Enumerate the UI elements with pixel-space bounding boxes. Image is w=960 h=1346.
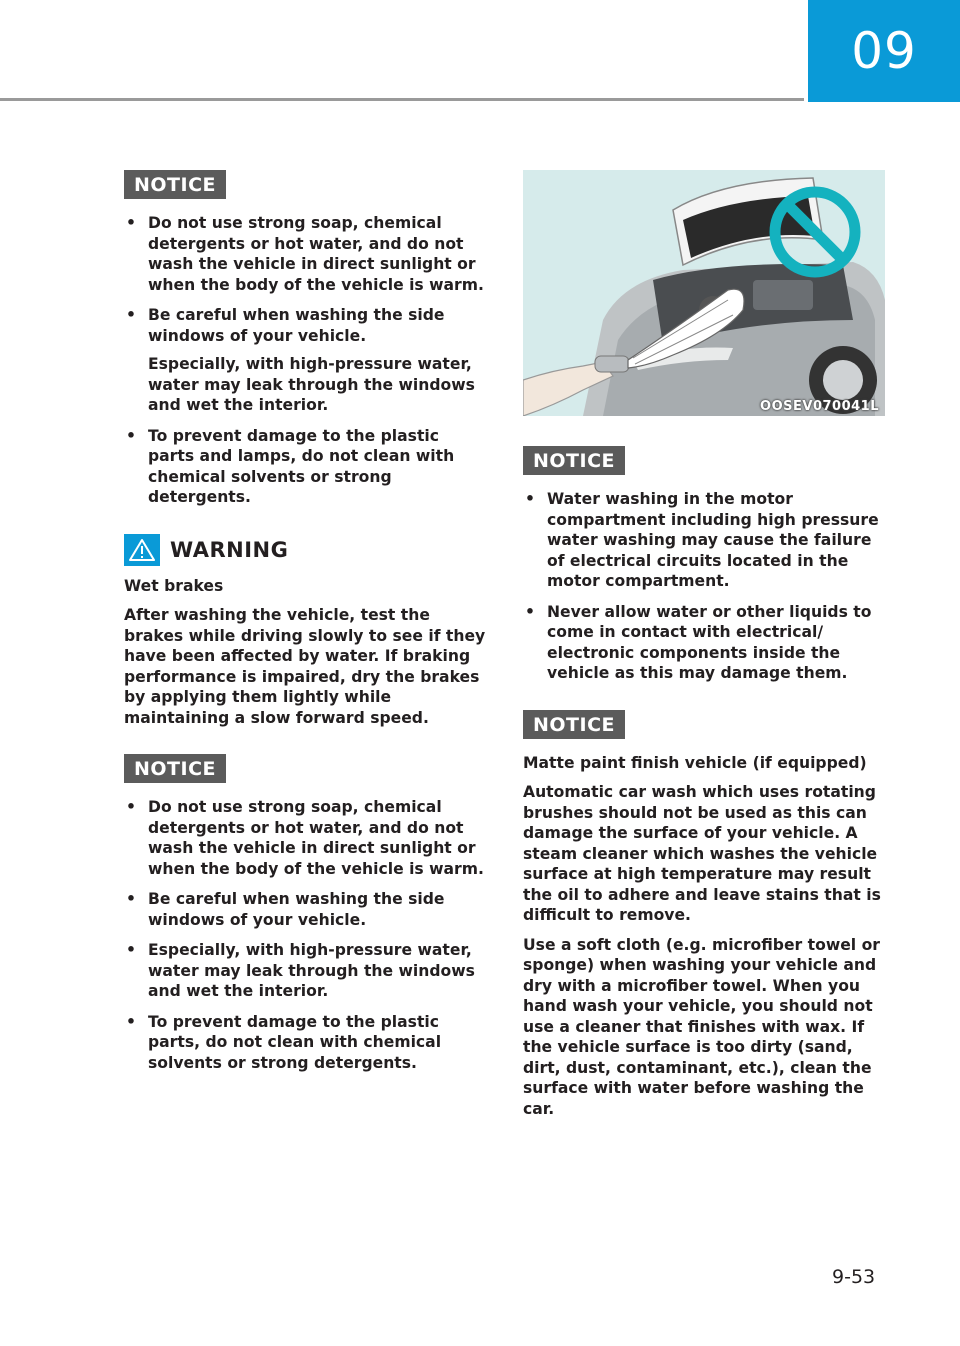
notice-block-2 <box>124 754 486 1073</box>
notice-list <box>124 797 486 1073</box>
page-number: 9-53 <box>832 1266 876 1288</box>
header-rule <box>0 98 804 101</box>
notice-badge: NOTICE <box>523 446 625 475</box>
notice-badge: NOTICE <box>124 754 226 783</box>
engine-wash-illustration <box>523 170 885 416</box>
list-item: • Especially, with high-pressure water, water may leak through the windows and wet the interior. <box>124 940 486 1002</box>
right-column <box>523 170 889 1145</box>
notice-block-4 <box>523 710 889 1120</box>
list-item: • To prevent damage to the plastic parts, do not clean with chemical solvents or strong detergents. <box>124 1012 486 1074</box>
notice-badge: NOTICE <box>523 710 625 739</box>
warning-block <box>124 534 486 729</box>
list-item: • Do not use strong soap, chemical detergents or hot water, and do not wash the vehicle in direct sunlight or when the body of the vehicle is warm. <box>124 213 486 295</box>
notice-badge: NOTICE <box>124 170 226 199</box>
notice-list <box>124 426 486 508</box>
notice-block-3 <box>523 446 889 684</box>
notice-paragraph: Automatic car wash which uses rotating brushes should not be used as this can damage the surface of your vehicle. A steam cleaner which washes the vehicle surface at high temperature may result the oil to adhere and leave stains that is difficult to remove. <box>523 783 881 924</box>
list-item: • Never allow water or other liquids to come in contact with electrical/ electronic components inside the vehicle as this may damage them. <box>523 602 889 684</box>
notice-list <box>523 489 889 684</box>
list-item: • Be careful when washing the side windows of your vehicle. <box>124 305 486 346</box>
list-item: • Do not use strong soap, chemical detergents or hot water, and do not wash the vehicle in direct sunlight or when the body of the vehicle is warm. <box>124 797 486 879</box>
list-item: • Water washing in the motor compartment including high pressure water washing may cause the failure of electrical circuits located in the motor compartment. <box>523 489 889 592</box>
figure-code: OOSEV070041L <box>760 399 879 414</box>
warning-triangle-icon <box>124 534 160 566</box>
warning-title: WARNING <box>170 537 289 562</box>
list-item-continuation: Especially, with high-pressure water, water may leak through the windows and wet the interior. <box>148 355 475 414</box>
notice-list <box>124 213 486 346</box>
notice-block-1 <box>124 170 486 508</box>
list-item: • To prevent damage to the plastic parts and lamps, do not clean with chemical solvents or strong detergents. <box>124 426 486 508</box>
warning-subtitle: Wet brakes <box>124 576 224 595</box>
notice-subtitle: Matte paint finish vehicle (if equipped) <box>523 753 867 772</box>
warning-text: After washing the vehicle, test the brakes while driving slowly to see if they have been affected by water. If braking performance is impaired, dry the brakes by applying them lightly while maintaining a slow forward speed. <box>124 606 486 727</box>
illustration-art <box>523 170 885 416</box>
chapter-tab: 09 <box>808 0 960 102</box>
list-item: • Be careful when washing the side windows of your vehicle. <box>124 889 486 930</box>
left-column <box>124 170 486 1099</box>
notice-paragraph: Use a soft cloth (e.g. microfiber towel or sponge) when washing your vehicle and dry with a microfiber towel. When you hand wash your vehicle, you should not use a cleaner that finishes with wax. If the vehicle surface is too dirty (sand, dirt, dust, contaminant, etc.), clean the surface with water before washing the car. <box>523 935 880 1118</box>
warning-header <box>124 534 486 566</box>
